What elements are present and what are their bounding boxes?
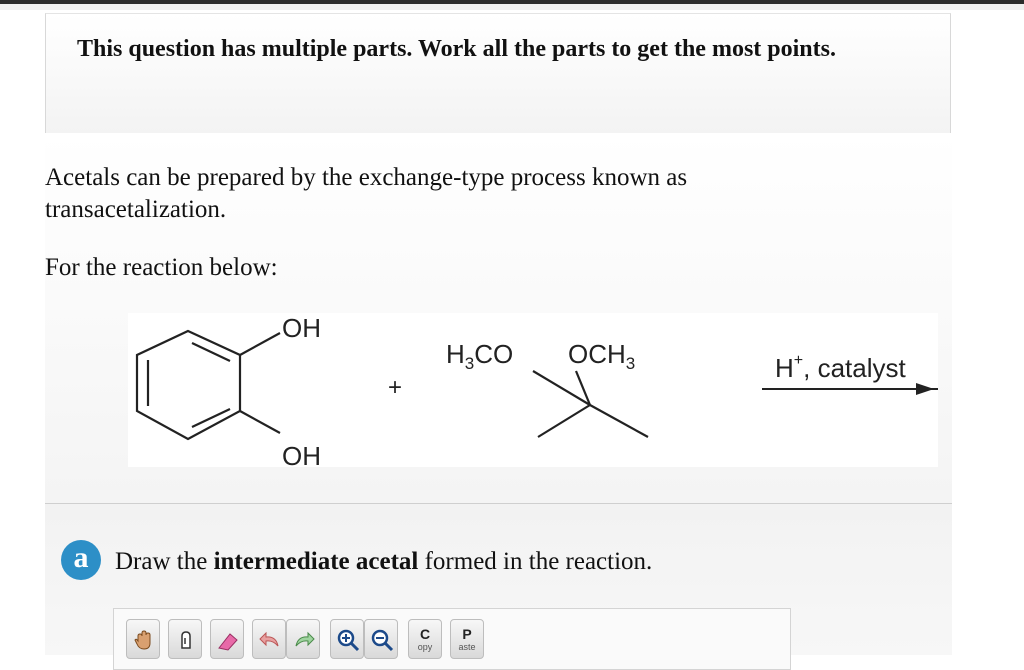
- redo-icon: [292, 628, 316, 652]
- undo-button[interactable]: [252, 619, 286, 659]
- zoom-in-icon: [336, 628, 360, 652]
- reaction-arrow: [762, 383, 938, 395]
- ketal-skeleton: [533, 371, 648, 437]
- hydroxyl-bottom-label: OH: [282, 441, 321, 467]
- part-a-section: [45, 504, 952, 655]
- zoom-out-icon: [370, 628, 394, 652]
- zoom-out-button[interactable]: [364, 619, 398, 659]
- reaction-conditions: H+, catalyst: [775, 352, 906, 383]
- redo-button[interactable]: [286, 619, 320, 659]
- benzene-ring: [137, 331, 280, 439]
- paste-button[interactable]: [450, 619, 484, 659]
- select-tool-button[interactable]: [168, 619, 202, 659]
- question-text-bold: intermediate acetal: [213, 548, 419, 575]
- question-text-start: Draw the: [115, 548, 214, 575]
- eraser-tool-button[interactable]: [210, 619, 244, 659]
- plus-sign: +: [388, 374, 403, 401]
- multipart-notice: [45, 13, 951, 133]
- prompt-text: For the reaction below:: [45, 254, 278, 281]
- paste-button-letter: P: [462, 626, 472, 642]
- copy-button[interactable]: [408, 619, 442, 659]
- eraser-icon: [216, 628, 240, 652]
- hand-tool-button[interactable]: [126, 619, 160, 659]
- top-gap: [0, 4, 1024, 10]
- drawing-toolbar: [113, 608, 791, 670]
- undo-icon: [258, 628, 282, 652]
- lasso-icon: [174, 628, 198, 652]
- notice-text: This question has multiple parts. Work all the parts to get the most points.: [77, 36, 836, 62]
- question-text-end: formed in the reaction.: [418, 548, 653, 575]
- zoom-in-button[interactable]: [330, 619, 364, 659]
- paste-button-caption: aste: [458, 642, 476, 652]
- arrow-head: [916, 383, 934, 395]
- hydroxyl-top-label: OH: [282, 313, 321, 343]
- copy-button-letter: C: [419, 626, 431, 642]
- methoxy-left-label: $H_3CO$: [446, 339, 514, 373]
- copy-button-caption: opy: [417, 642, 433, 652]
- intro-text: Acetals can be prepared by the exchange-type process known as transacetalization.: [45, 164, 688, 223]
- reaction-drawing: [128, 313, 938, 467]
- methoxy-right-label: $OCH_3$: [568, 339, 636, 373]
- question-panel: [45, 133, 952, 504]
- hand-icon: [132, 628, 156, 652]
- part-a-badge: a: [61, 540, 101, 580]
- part-a-question: [115, 548, 652, 576]
- reaction-scheme: [128, 313, 938, 467]
